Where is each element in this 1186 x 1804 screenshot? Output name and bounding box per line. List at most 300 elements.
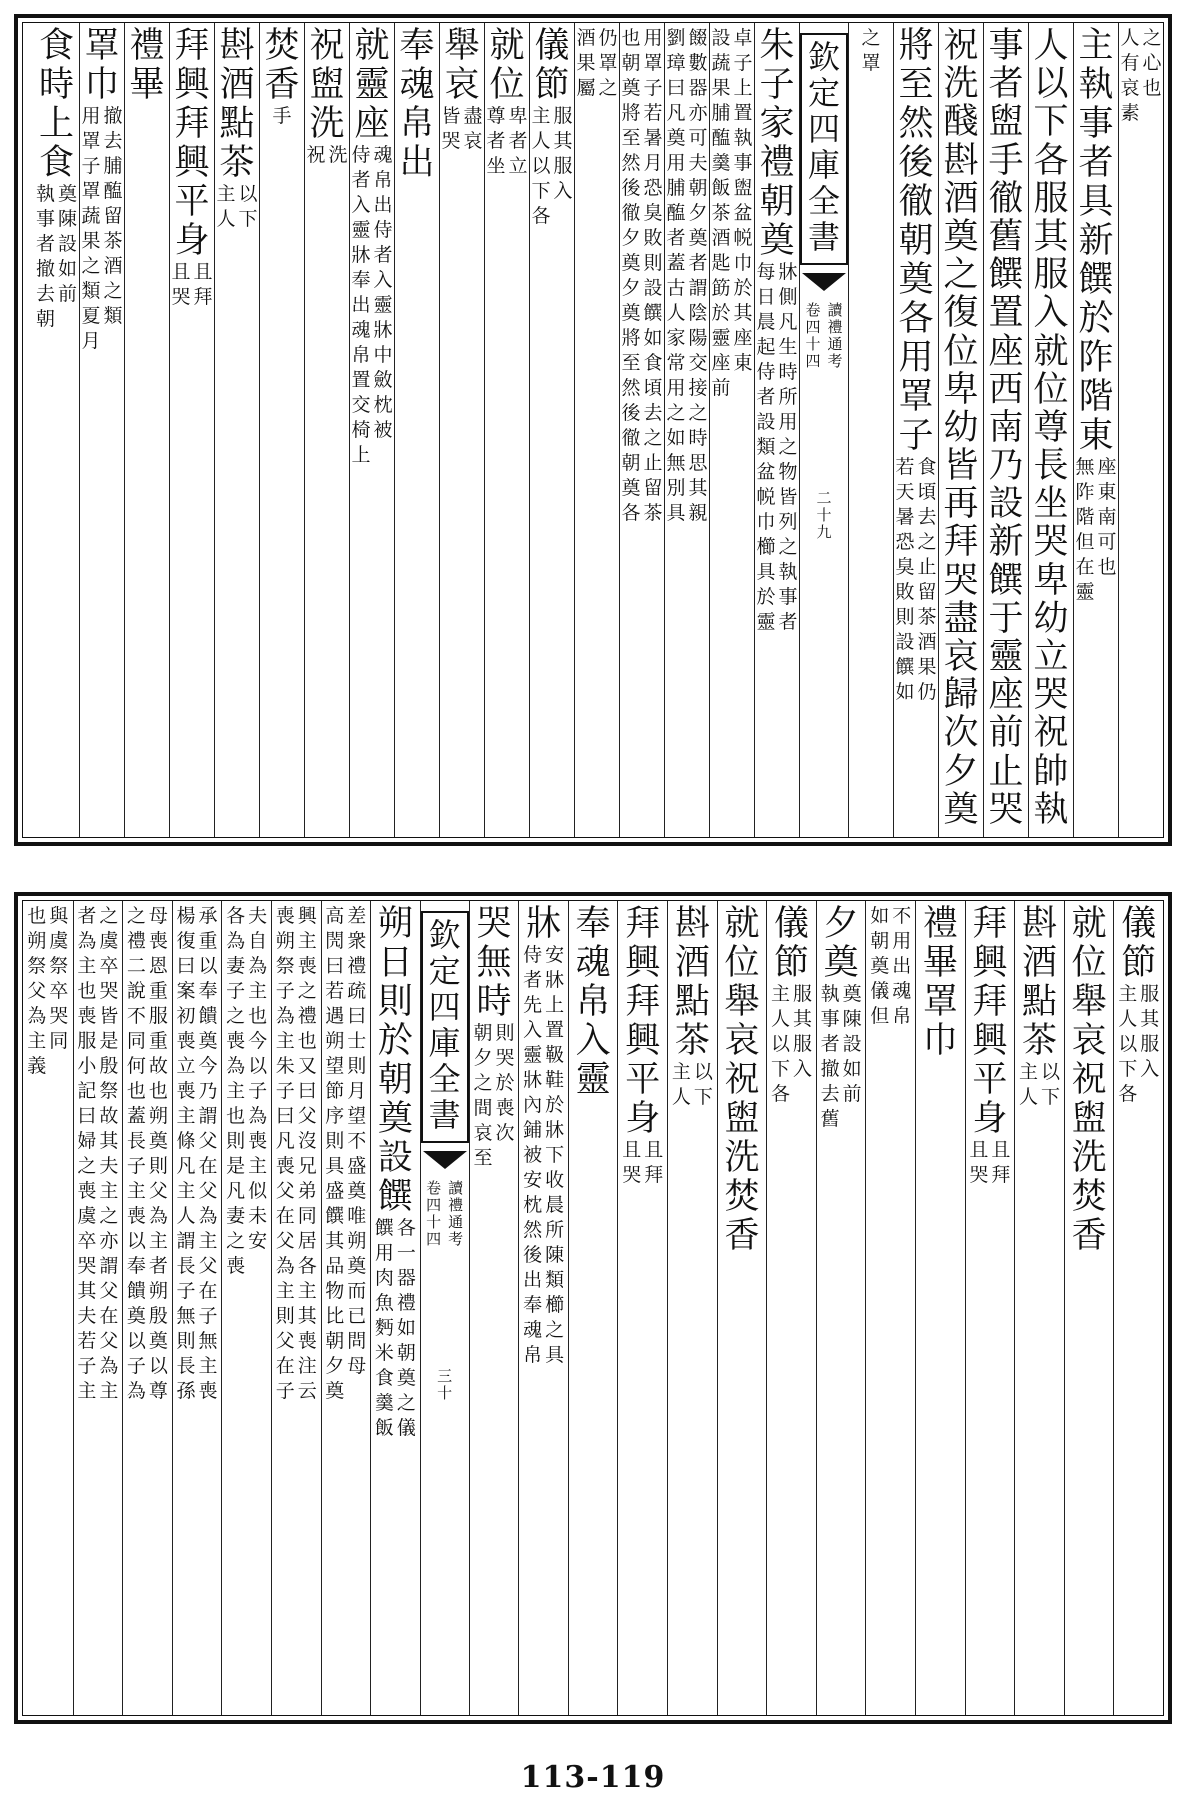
annotation-char: 為 <box>275 1255 295 1277</box>
annotation-char: 各 <box>621 502 641 524</box>
annotation-char: 則 <box>895 606 915 628</box>
annotation-char: 奉 <box>351 269 371 291</box>
main-text-char: 幼 <box>943 407 979 448</box>
annotation-char: 靸 <box>545 1044 565 1066</box>
annotation-char: 其 <box>793 1008 813 1030</box>
annotation-char: 則 <box>148 1155 168 1177</box>
main-text-char: 再 <box>943 484 979 525</box>
annotation-char: 禮 <box>297 1005 317 1027</box>
annotation-char: 拜 <box>644 1164 664 1186</box>
text-column <box>893 23 938 837</box>
text-column <box>667 901 717 1715</box>
main-text-char: 止 <box>988 751 1024 792</box>
text-column <box>915 901 965 1715</box>
main-text-char: 哭 <box>1033 522 1069 563</box>
annotation-char: 於 <box>495 1072 515 1094</box>
main-text-char: 奠 <box>823 943 859 983</box>
annotation-char: 子 <box>126 1355 146 1377</box>
annotation-char: 在 <box>99 1305 119 1327</box>
main-text-char: 帛 <box>575 982 611 1022</box>
text-column <box>568 901 618 1715</box>
main-text-char: 坐 <box>1033 484 1069 525</box>
annotation-char: 座 <box>733 327 753 349</box>
main-text-char: 饌 <box>377 1177 413 1217</box>
annotation-char: 其 <box>1140 1008 1160 1030</box>
annotation-char: 陳 <box>842 1008 862 1030</box>
annotation-char: 東 <box>733 352 753 374</box>
annotation-char: 食 <box>643 352 663 374</box>
annotation-char: 主 <box>771 983 791 1005</box>
main-text-char: 畢 <box>129 65 165 105</box>
annotation-char: 在 <box>1075 556 1095 578</box>
annotation-char: 朝 <box>621 452 641 474</box>
annotation-char: 喪 <box>275 905 295 927</box>
annotation-char: 凡 <box>778 311 798 333</box>
annotation-char: 喪 <box>176 1030 196 1052</box>
main-text-char: 執 <box>1078 65 1114 105</box>
volume-number: 卷 四 十 四 <box>805 301 821 370</box>
annotation-char: 服 <box>148 1005 168 1027</box>
annotation-char: 止 <box>917 556 937 578</box>
annotation-char: 父 <box>198 1130 218 1152</box>
main-text-char: 服 <box>1033 178 1069 219</box>
annotation-char: 各 <box>531 205 551 227</box>
annotation-char: 設 <box>842 1033 862 1055</box>
annotation-char: 晨 <box>545 1194 565 1216</box>
annotation-char: 之 <box>473 1072 493 1094</box>
annotation <box>274 907 318 1407</box>
annotation-char: 於 <box>733 277 753 299</box>
annotation-char: 今 <box>198 1055 218 1077</box>
annotation-char: 無 <box>666 452 686 474</box>
annotation-char: 每 <box>756 261 776 283</box>
annotation-char: 哀 <box>1120 77 1140 99</box>
annotation <box>175 907 219 1407</box>
annotation-char: 用 <box>643 27 663 49</box>
annotation-char: 記 <box>77 1080 97 1102</box>
annotation-char: 鋪 <box>523 1119 543 1141</box>
main-text-char: 就 <box>354 26 390 66</box>
title-char: 定 <box>807 74 840 112</box>
annotation <box>485 107 529 182</box>
annotation-char: 侍 <box>756 361 776 383</box>
annotation-char: 以 <box>1041 1061 1061 1083</box>
annotation-char: 朝 <box>621 52 641 74</box>
annotation-char: 子 <box>733 52 753 74</box>
annotation-char: 以 <box>248 1055 268 1077</box>
annotation-char: 罩 <box>861 52 881 74</box>
annotation-char: 問 <box>347 1330 367 1352</box>
annotation-char: 亦 <box>688 102 708 124</box>
annotation-char: 主 <box>99 1180 119 1202</box>
annotation-char: 若 <box>77 1330 97 1352</box>
annotation-char: 仍 <box>598 27 618 49</box>
annotation-char: 凡 <box>226 1180 246 1202</box>
annotation-char: 果 <box>711 77 731 99</box>
annotation-char: 陽 <box>688 327 708 349</box>
main-text-char: 節 <box>534 65 570 105</box>
annotation-char: 者 <box>688 252 708 274</box>
annotation-char: 至 <box>621 352 641 374</box>
annotation-char: 人 <box>1120 27 1140 49</box>
annotation-char: 母 <box>148 905 168 927</box>
annotation-char: 坐 <box>486 155 506 177</box>
main-text-char: 服 <box>1033 255 1069 296</box>
main-text-char: 興 <box>972 943 1008 983</box>
annotation-char: 具 <box>545 1344 565 1366</box>
annotation <box>440 107 484 157</box>
annotation-char: 尊 <box>148 1380 168 1402</box>
annotation-char: 去 <box>643 402 663 424</box>
annotation-char: 則 <box>325 1130 345 1152</box>
annotation-char: 朝 <box>473 1022 493 1044</box>
main-text-char: 儀 <box>774 904 810 944</box>
annotation-char: 思 <box>688 452 708 474</box>
main-text-char: 洗 <box>1071 1138 1107 1178</box>
main-text-char: 乃 <box>988 446 1024 487</box>
annotation-char: 者 <box>756 386 776 408</box>
annotation-char: 可 <box>1097 531 1117 553</box>
main-text-char: 至 <box>898 65 934 105</box>
book-title <box>800 33 848 265</box>
annotation-char: 帛 <box>892 1005 912 1027</box>
annotation <box>225 907 269 1282</box>
annotation-char: 唯 <box>347 1205 367 1227</box>
main-text-char: 身 <box>972 1099 1008 1139</box>
annotation-char: 巾 <box>756 511 776 533</box>
annotation <box>76 907 120 1407</box>
annotation-char: 前 <box>57 283 77 305</box>
annotation-char: 下 <box>1118 1058 1138 1080</box>
annotation-char: 用 <box>892 930 912 952</box>
annotation-char: 又 <box>297 1055 317 1077</box>
annotation-char: 恐 <box>895 531 915 553</box>
annotation-char: 奉 <box>198 980 218 1002</box>
annotation-char: 各 <box>396 1217 416 1239</box>
annotation-char: 喪 <box>297 1330 317 1352</box>
annotation-char: 以 <box>148 1355 168 1377</box>
annotation-char: 頃 <box>917 481 937 503</box>
main-text-char: 卑 <box>943 369 979 410</box>
annotation-char: 牀 <box>373 319 393 341</box>
annotation-char: 儀 <box>396 1417 416 1439</box>
annotation-char: 斂 <box>373 369 393 391</box>
main-text-char: 哀 <box>1071 1021 1107 1061</box>
annotation-char: 子 <box>275 1080 295 1102</box>
annotation-char: 盛 <box>347 1155 367 1177</box>
annotation-char: 牀 <box>351 244 371 266</box>
annotation-char: 在 <box>198 1280 218 1302</box>
text-column <box>865 901 915 1715</box>
annotation-char: 子 <box>126 1155 146 1177</box>
annotation-char: 則 <box>347 1055 367 1077</box>
annotation-char: 者 <box>373 244 393 266</box>
fishtail-mark <box>423 1151 467 1169</box>
main-text-char: 祝 <box>309 26 345 66</box>
annotation-char: 祝 <box>306 144 326 166</box>
annotation-char: 望 <box>325 1055 345 1077</box>
annotation-char: 之 <box>99 905 119 927</box>
title-char: 庫 <box>807 146 840 184</box>
annotation-char: 巾 <box>733 252 753 274</box>
annotation-char: 尊 <box>486 105 506 127</box>
text-column <box>965 901 1015 1715</box>
annotation-char: 晨 <box>756 311 776 333</box>
annotation <box>170 263 214 313</box>
title-char: 欽 <box>807 38 840 76</box>
annotation-char: 云 <box>297 1380 317 1402</box>
main-text-char: 于 <box>988 598 1024 639</box>
annotation-char: 醢 <box>711 127 731 149</box>
annotation-char: 之 <box>226 1230 246 1252</box>
annotation-char: 起 <box>756 336 776 358</box>
annotation-char: 者 <box>77 905 97 927</box>
annotation-char: 劉 <box>666 27 686 49</box>
annotation-char: 饋 <box>126 1280 146 1302</box>
main-text-char: 酒 <box>674 943 710 983</box>
annotation-char: 具 <box>325 1155 345 1177</box>
annotation-char: 主 <box>671 1061 691 1083</box>
annotation-char: 入 <box>1140 1058 1160 1080</box>
annotation <box>755 263 799 638</box>
annotation-char: 類 <box>81 280 101 302</box>
annotation-char: 主 <box>248 1155 268 1177</box>
annotation-char: 奉 <box>523 1294 543 1316</box>
annotation-char: 內 <box>523 1094 543 1116</box>
main-text-char: 洗 <box>943 64 979 105</box>
annotation-char: 喪 <box>148 930 168 952</box>
annotation-char: 若 <box>643 102 663 124</box>
annotation-char: 為 <box>226 930 246 952</box>
annotation-char: 奠 <box>325 1380 345 1402</box>
annotation-char: 之 <box>226 1005 246 1027</box>
annotation-char: 留 <box>917 581 937 603</box>
main-text-char: 牀 <box>526 904 562 944</box>
annotation-char: 各 <box>297 1255 317 1277</box>
annotation-char: 長 <box>176 1255 196 1277</box>
annotation-char: 喪 <box>198 1380 218 1402</box>
annotation-char: 皆 <box>441 105 461 127</box>
annotation-char: 於 <box>711 302 731 324</box>
annotation <box>819 985 863 1135</box>
main-text-char: 舉 <box>724 982 760 1022</box>
text-column <box>79 23 124 837</box>
annotation-char: 故 <box>99 1105 119 1127</box>
annotation-char: 蓋 <box>666 252 686 274</box>
main-text-char: 卑 <box>1033 560 1069 601</box>
annotation-char: 匙 <box>711 252 731 274</box>
annotation-char: 哭 <box>77 1255 97 1277</box>
annotation <box>35 185 79 335</box>
annotation-char: 先 <box>523 994 543 1016</box>
annotation-char: 之 <box>778 436 798 458</box>
annotation-char: 奉 <box>126 1255 146 1277</box>
main-text-char: 各 <box>898 299 934 339</box>
annotation-char: 頃 <box>643 377 663 399</box>
annotation <box>80 107 124 357</box>
annotation-char: 後 <box>621 177 641 199</box>
main-text-char: 用 <box>898 338 934 378</box>
annotation-char: 同 <box>297 1205 317 1227</box>
annotation-char: 時 <box>778 361 798 383</box>
annotation-char: 子 <box>226 980 246 1002</box>
annotation-char: 入 <box>351 194 371 216</box>
annotation-char: 奠 <box>126 1305 146 1327</box>
folio-number: 三 十 <box>437 1367 453 1402</box>
annotation-char: 類 <box>756 436 776 458</box>
annotation-char: 若 <box>895 456 915 478</box>
main-text-char: 哀 <box>444 65 480 105</box>
annotation-char: 留 <box>643 477 663 499</box>
annotation-char: 櫛 <box>545 1294 565 1316</box>
annotation-char: 去 <box>917 506 937 528</box>
annotation-char: 凡 <box>176 1155 196 1177</box>
annotation-char: 卒 <box>99 955 119 977</box>
annotation-char: 之 <box>688 402 708 424</box>
annotation-char: 蔬 <box>711 52 731 74</box>
annotation-char: 以 <box>693 1061 713 1083</box>
annotation-char: 脯 <box>666 177 686 199</box>
annotation-char: 祭 <box>99 1080 119 1102</box>
annotation-char: 子 <box>643 77 663 99</box>
annotation-char: 奠 <box>148 1330 168 1352</box>
annotation-char: 如 <box>643 327 663 349</box>
annotation-char: 差 <box>347 905 367 927</box>
main-text-char: 皆 <box>943 446 979 487</box>
main-text-char: 盥 <box>724 1099 760 1139</box>
annotation-char: 臭 <box>895 556 915 578</box>
annotation-char: 去 <box>103 130 123 152</box>
annotation-char: 之 <box>917 531 937 553</box>
annotation-char: 月 <box>81 330 101 352</box>
annotation-char: 下 <box>771 1058 791 1080</box>
main-text-char: 復 <box>943 293 979 334</box>
annotation-char: 喪 <box>77 1005 97 1027</box>
annotation-char: 服 <box>1140 1033 1160 1055</box>
annotation <box>215 185 259 235</box>
annotation-char: 生 <box>778 336 798 358</box>
annotation <box>894 458 938 708</box>
main-text-char: 舉 <box>1071 982 1107 1022</box>
text-column <box>983 23 1028 837</box>
annotation-char: 主 <box>99 1380 119 1402</box>
main-text-char: 奠 <box>943 216 979 257</box>
annotation-char: 也 <box>126 1080 146 1102</box>
main-text-char: 之 <box>943 255 979 296</box>
annotation-char: 服 <box>793 983 813 1005</box>
annotation-char: 且 <box>193 261 213 283</box>
annotation-char: 也 <box>1097 556 1117 578</box>
annotation-char: 同 <box>49 1030 69 1052</box>
main-text-char: 就 <box>1033 331 1069 372</box>
annotation-char: 恩 <box>148 955 168 977</box>
annotation-char: 椅 <box>351 419 371 441</box>
annotation-char: 如 <box>666 427 686 449</box>
annotation-char: 奠 <box>870 955 890 977</box>
main-text-char: 設 <box>988 484 1024 525</box>
annotation-char: 朝 <box>870 930 890 952</box>
annotation-char: 敗 <box>895 581 915 603</box>
annotation-char: 其 <box>688 477 708 499</box>
annotation-char: 靈 <box>523 1044 543 1066</box>
annotation-char: 妻 <box>226 1205 246 1227</box>
annotation-char: 朝 <box>325 1330 345 1352</box>
main-text-char: 就 <box>1071 904 1107 944</box>
main-text-char: 子 <box>898 416 934 456</box>
main-text-char: 於 <box>1078 299 1114 339</box>
main-text-char: 人 <box>1033 26 1069 66</box>
annotation-char: 遇 <box>325 1005 345 1027</box>
annotation-char: 列 <box>778 511 798 533</box>
annotation-char: 南 <box>1097 506 1117 528</box>
annotation-char: 如 <box>842 1058 862 1080</box>
main-text-char: 各 <box>1033 140 1069 181</box>
annotation <box>125 907 169 1407</box>
annotation-char: 將 <box>621 102 641 124</box>
main-text-char: 拜 <box>972 904 1008 944</box>
main-text-char: 節 <box>1121 943 1157 983</box>
annotation-char: 重 <box>148 1030 168 1052</box>
annotation-char: 謂 <box>198 1105 218 1127</box>
annotation-char: 茶 <box>711 202 731 224</box>
main-text-char: 饌 <box>1078 260 1114 300</box>
annotation-char: 若 <box>325 980 345 1002</box>
main-text-char: 酒 <box>943 178 979 219</box>
annotation-char: 東 <box>1097 481 1117 503</box>
annotation-char: 人 <box>771 1008 791 1030</box>
annotation-char: 說 <box>126 980 146 1002</box>
annotation-char: 事 <box>820 1008 840 1030</box>
annotation-char: 之 <box>643 427 663 449</box>
main-text-char: 饌 <box>988 255 1024 296</box>
annotation-char: 用 <box>666 377 686 399</box>
annotation-char: 徹 <box>621 202 641 224</box>
main-text-char: 祝 <box>1071 1060 1107 1100</box>
annotation-char: 中 <box>373 344 393 366</box>
annotation-char: 家 <box>666 327 686 349</box>
annotation-char: 人 <box>1118 1008 1138 1030</box>
annotation-char: 出 <box>523 1269 543 1291</box>
annotation-char: 且 <box>991 1139 1011 1161</box>
annotation-char: 也 <box>27 905 47 927</box>
annotation-char: 所 <box>778 386 798 408</box>
annotation-char: 父 <box>198 1180 218 1202</box>
main-text-char: 家 <box>759 104 795 144</box>
main-text-char: 東 <box>1078 416 1114 456</box>
annotation-char: 物 <box>325 1280 345 1302</box>
annotation <box>1119 29 1163 129</box>
main-text-char: 興 <box>972 1021 1008 1061</box>
annotation-char: 執 <box>778 561 798 583</box>
title-char: 書 <box>428 1096 461 1134</box>
annotation-char: 陳 <box>545 1244 565 1266</box>
annotation-char: 入 <box>373 269 393 291</box>
annotation-char: 祭 <box>49 955 69 977</box>
annotation-char: 也 <box>1142 77 1162 99</box>
title-char: 書 <box>807 218 840 256</box>
main-text-char: 靈 <box>575 1060 611 1100</box>
annotation-char: 數 <box>688 52 708 74</box>
main-text-char: 具 <box>1078 182 1114 222</box>
annotation-char: 其 <box>77 1280 97 1302</box>
annotation-char: 食 <box>374 1367 394 1389</box>
annotation-char: 事 <box>35 208 55 230</box>
annotation-char: 朔 <box>325 1030 345 1052</box>
annotation-char: 以 <box>771 1033 791 1055</box>
annotation-char: 拜 <box>991 1164 1011 1186</box>
main-text-char: 西 <box>988 369 1024 410</box>
annotation-char: 交 <box>688 352 708 374</box>
